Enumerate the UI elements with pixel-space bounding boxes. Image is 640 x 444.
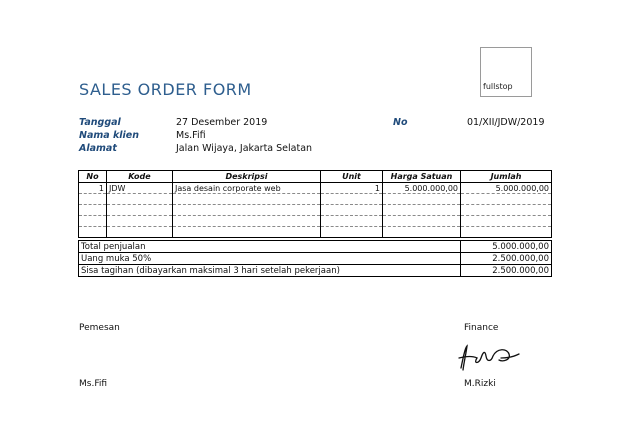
cell-unit: 1	[321, 183, 383, 194]
cell-kode	[107, 227, 173, 238]
cell-unit	[321, 194, 383, 205]
buyer-role: Pemesan	[79, 323, 120, 333]
cell-jumlah: 5.000.000,00	[461, 183, 552, 194]
cell-unit	[321, 227, 383, 238]
form-title: SALES ORDER FORM	[79, 80, 252, 99]
table-header-row	[79, 171, 552, 183]
sisa-label: Sisa tagihan (dibayarkan maksimal 3 hari setelah pekerjaan)	[79, 265, 461, 277]
cell-deskripsi	[173, 194, 321, 205]
company-logo	[480, 47, 532, 97]
order-no-value: 01/XII/JDW/2019	[467, 117, 545, 128]
table-row	[79, 227, 552, 238]
table-row	[79, 205, 552, 216]
order-no-label: No	[393, 117, 408, 128]
summary-table	[78, 240, 552, 277]
tanggal-label: Tanggal	[79, 117, 121, 128]
address-label: Alamat	[79, 143, 117, 154]
cell-deskripsi: Jasa desain corporate web	[173, 183, 321, 194]
sisa-value: 2.500.000,00	[461, 265, 552, 277]
address-value: Jalan Wijaya, Jakarta Selatan	[176, 143, 313, 154]
logo-text: fullstop	[483, 82, 513, 91]
cell-harga	[383, 194, 461, 205]
summary-row-total	[79, 241, 552, 253]
cell-deskripsi	[173, 205, 321, 216]
dp-label: Uang muka 50%	[79, 253, 461, 265]
client-value: Ms.Fifi	[176, 130, 206, 141]
cell-jumlah	[461, 227, 552, 238]
cell-harga: 5.000.000,00	[383, 183, 461, 194]
cell-unit	[321, 205, 383, 216]
header-jumlah: Jumlah	[461, 171, 552, 183]
cell-harga	[383, 216, 461, 227]
buyer-name: Ms.Fifi	[79, 379, 108, 389]
client-label: Nama klien	[79, 130, 140, 141]
total-label: Total penjualan	[79, 241, 461, 253]
header-kode: Kode	[107, 171, 173, 183]
header-no: No	[79, 171, 107, 183]
header-deskripsi: Deskripsi	[173, 171, 321, 183]
cell-no	[79, 194, 107, 205]
tanggal-value: 27 Desember 2019	[176, 117, 268, 128]
cell-jumlah	[461, 205, 552, 216]
header-unit: Unit	[321, 171, 383, 183]
dp-value: 2.500.000,00	[461, 253, 552, 265]
cell-harga	[383, 205, 461, 216]
cell-kode: JDW	[107, 183, 173, 194]
finance-role: Finance	[464, 323, 499, 333]
finance-name: M.Rizki	[464, 379, 496, 389]
cell-kode	[107, 205, 173, 216]
signature-image	[455, 340, 525, 374]
summary-row-dp	[79, 253, 552, 265]
items-table	[78, 170, 552, 238]
cell-deskripsi	[173, 227, 321, 238]
cell-kode	[107, 194, 173, 205]
cell-unit	[321, 216, 383, 227]
header-harga-satuan: Harga Satuan	[383, 171, 461, 183]
cell-jumlah	[461, 194, 552, 205]
summary-row-sisa	[79, 265, 552, 277]
cell-no	[79, 216, 107, 227]
cell-no: 1	[79, 183, 107, 194]
cell-harga	[383, 227, 461, 238]
table-row	[79, 183, 552, 194]
cell-deskripsi	[173, 216, 321, 227]
total-value: 5.000.000,00	[461, 241, 552, 253]
cell-kode	[107, 216, 173, 227]
cell-jumlah	[461, 216, 552, 227]
cell-no	[79, 227, 107, 238]
table-row	[79, 216, 552, 227]
cell-no	[79, 205, 107, 216]
table-row	[79, 194, 552, 205]
